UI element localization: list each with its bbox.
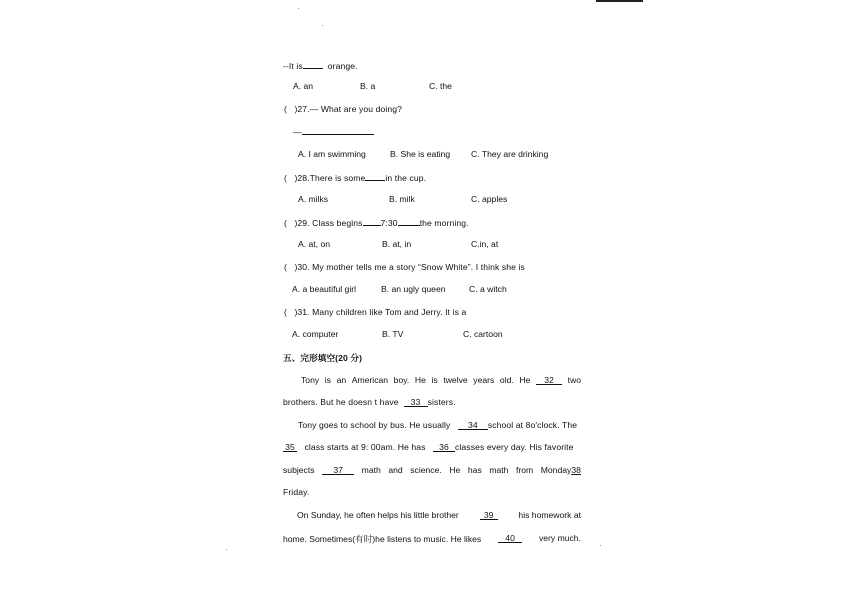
word: American <box>351 375 389 385</box>
q28-stem-b: in the cup. <box>385 173 427 183</box>
cloze-blank-37: 37 <box>322 465 354 475</box>
word: has <box>467 465 482 475</box>
word: is <box>324 375 331 385</box>
answer-blank <box>398 216 420 226</box>
passage-line-4 <box>283 442 574 452</box>
word: is <box>431 375 438 385</box>
answer-paren-open: ( <box>284 173 287 183</box>
passage-text: sisters. <box>427 397 456 407</box>
question-31 <box>284 307 466 317</box>
q29-stem-b: 7:30 <box>380 218 398 228</box>
passage-line-5 <box>283 465 581 475</box>
answer-paren-close: ) <box>294 262 298 272</box>
answer-paren-close: ) <box>294 307 298 317</box>
cloze-blank-33: 33 <box>404 397 428 407</box>
q27-option-a: A. I am swimming <box>298 149 366 159</box>
word: He <box>519 375 531 385</box>
q31-option-c: C. cartoon <box>463 329 503 339</box>
word: Monday <box>540 465 572 475</box>
word: math <box>361 465 381 475</box>
word: He <box>449 465 461 475</box>
word: math <box>489 465 509 475</box>
question-30 <box>284 262 525 272</box>
q30-option-b: B. an ugly queen <box>381 284 446 294</box>
passage-text: school at 8o'clock. The <box>487 420 578 430</box>
q28-option-b: B. milk <box>389 194 415 204</box>
q29-option-b: B. at, in <box>382 239 412 249</box>
q26-option-c: C. the <box>429 81 452 91</box>
scan-speck <box>226 549 227 550</box>
q29-stem-c: the morning. <box>419 218 469 228</box>
answer-dash: — <box>293 127 302 137</box>
cloze-blank-32: 32 <box>536 375 562 385</box>
word: and <box>388 465 403 475</box>
q30-option-a: A. a beautiful girl <box>292 284 357 294</box>
q30-option-c: C. a witch <box>469 284 507 294</box>
top-edge-mark <box>596 0 643 2</box>
answer-paren-open: ( <box>284 104 287 114</box>
q27-option-c: C. They are drinking <box>471 149 549 159</box>
answer-blank <box>303 59 323 69</box>
word: boy. <box>393 375 410 385</box>
question-28 <box>284 171 426 183</box>
cloze-blank-39: 39 <box>480 510 498 520</box>
q29-option-a: A. at, on <box>298 239 331 249</box>
word: two <box>567 375 581 385</box>
q27-answer-line <box>293 125 374 137</box>
q26-option-a: A. an <box>293 81 314 91</box>
q27-option-b: B. She is eating <box>390 149 451 159</box>
passage-text: very much. <box>538 533 581 543</box>
q28-option-a: A. milks <box>298 194 329 204</box>
question-29 <box>284 216 469 228</box>
word: from <box>515 465 534 475</box>
answer-paren-open: ( <box>284 262 287 272</box>
cloze-blank-38: 38 <box>571 465 581 475</box>
passage-line-7 <box>283 510 581 520</box>
passage-line-6: Friday. <box>283 487 310 497</box>
passage-text: brothers. But he doesn t have <box>283 397 399 407</box>
passage-line-8 <box>283 533 581 545</box>
q28-stem-a: 28.There is some <box>297 173 366 183</box>
cloze-blank-40: 40 <box>498 533 522 543</box>
answer-paren-close: ) <box>294 218 298 228</box>
q26-option-b: B. a <box>360 81 376 91</box>
passage-text: Tony goes to school by bus. He usually <box>298 420 451 430</box>
word: He <box>414 375 426 385</box>
scan-speck <box>298 8 299 9</box>
q29-option-c: C.in, at <box>471 239 499 249</box>
q31-stem: 31. Many children like Tom and Jerry. It is a <box>297 307 467 317</box>
q27-stem: 27.— What are you doing? <box>297 104 403 114</box>
answer-blank <box>365 171 385 181</box>
q26-suffix: orange. <box>327 61 358 71</box>
q28-option-c: C. apples <box>471 194 508 204</box>
answer-paren-close: ) <box>294 104 298 114</box>
passage-line-1 <box>283 375 581 385</box>
passage-text: his homework at <box>518 510 581 520</box>
word: old. <box>499 375 514 385</box>
word: science. <box>410 465 442 475</box>
word: years <box>473 375 495 385</box>
word: an <box>336 375 347 385</box>
q31-option-b: B. TV <box>382 329 404 339</box>
cloze-blank-36: 36 <box>433 442 455 452</box>
cloze-blank-35: 35 <box>283 442 297 452</box>
answer-blank <box>302 125 374 135</box>
passage-text: home. Sometimes(有时)he listens to music. He likes <box>283 534 482 544</box>
word: subjects <box>283 465 315 475</box>
passage-text: class starts at 9: 00am. He has <box>304 442 426 452</box>
answer-paren-close: ) <box>294 173 298 183</box>
scan-speck <box>600 545 601 546</box>
answer-paren-open: ( <box>284 307 287 317</box>
scan-speck <box>322 25 323 26</box>
cloze-blank-34: 34 <box>458 420 488 430</box>
q29-stem-a: 29. Class begins <box>297 218 363 228</box>
answer-blank <box>363 216 381 226</box>
passage-text: On Sunday, he often helps his little brother <box>297 510 459 520</box>
q26-prefix: --It is <box>283 61 303 71</box>
question-27 <box>284 104 402 114</box>
word: twelve <box>443 375 468 385</box>
word: Tony <box>301 375 320 385</box>
section-5-title: 五、完形填空(20 分) <box>283 353 363 363</box>
passage-line-2 <box>283 397 456 407</box>
passage-text: classes every day. His favorite <box>455 442 574 452</box>
q30-stem: 30. My mother tells me a story “Snow White”. I think she is <box>297 262 525 272</box>
question-26-stem <box>283 59 358 71</box>
passage-line-3 <box>298 420 577 430</box>
answer-paren-open: ( <box>284 218 287 228</box>
q31-option-a: A. computer <box>292 329 339 339</box>
